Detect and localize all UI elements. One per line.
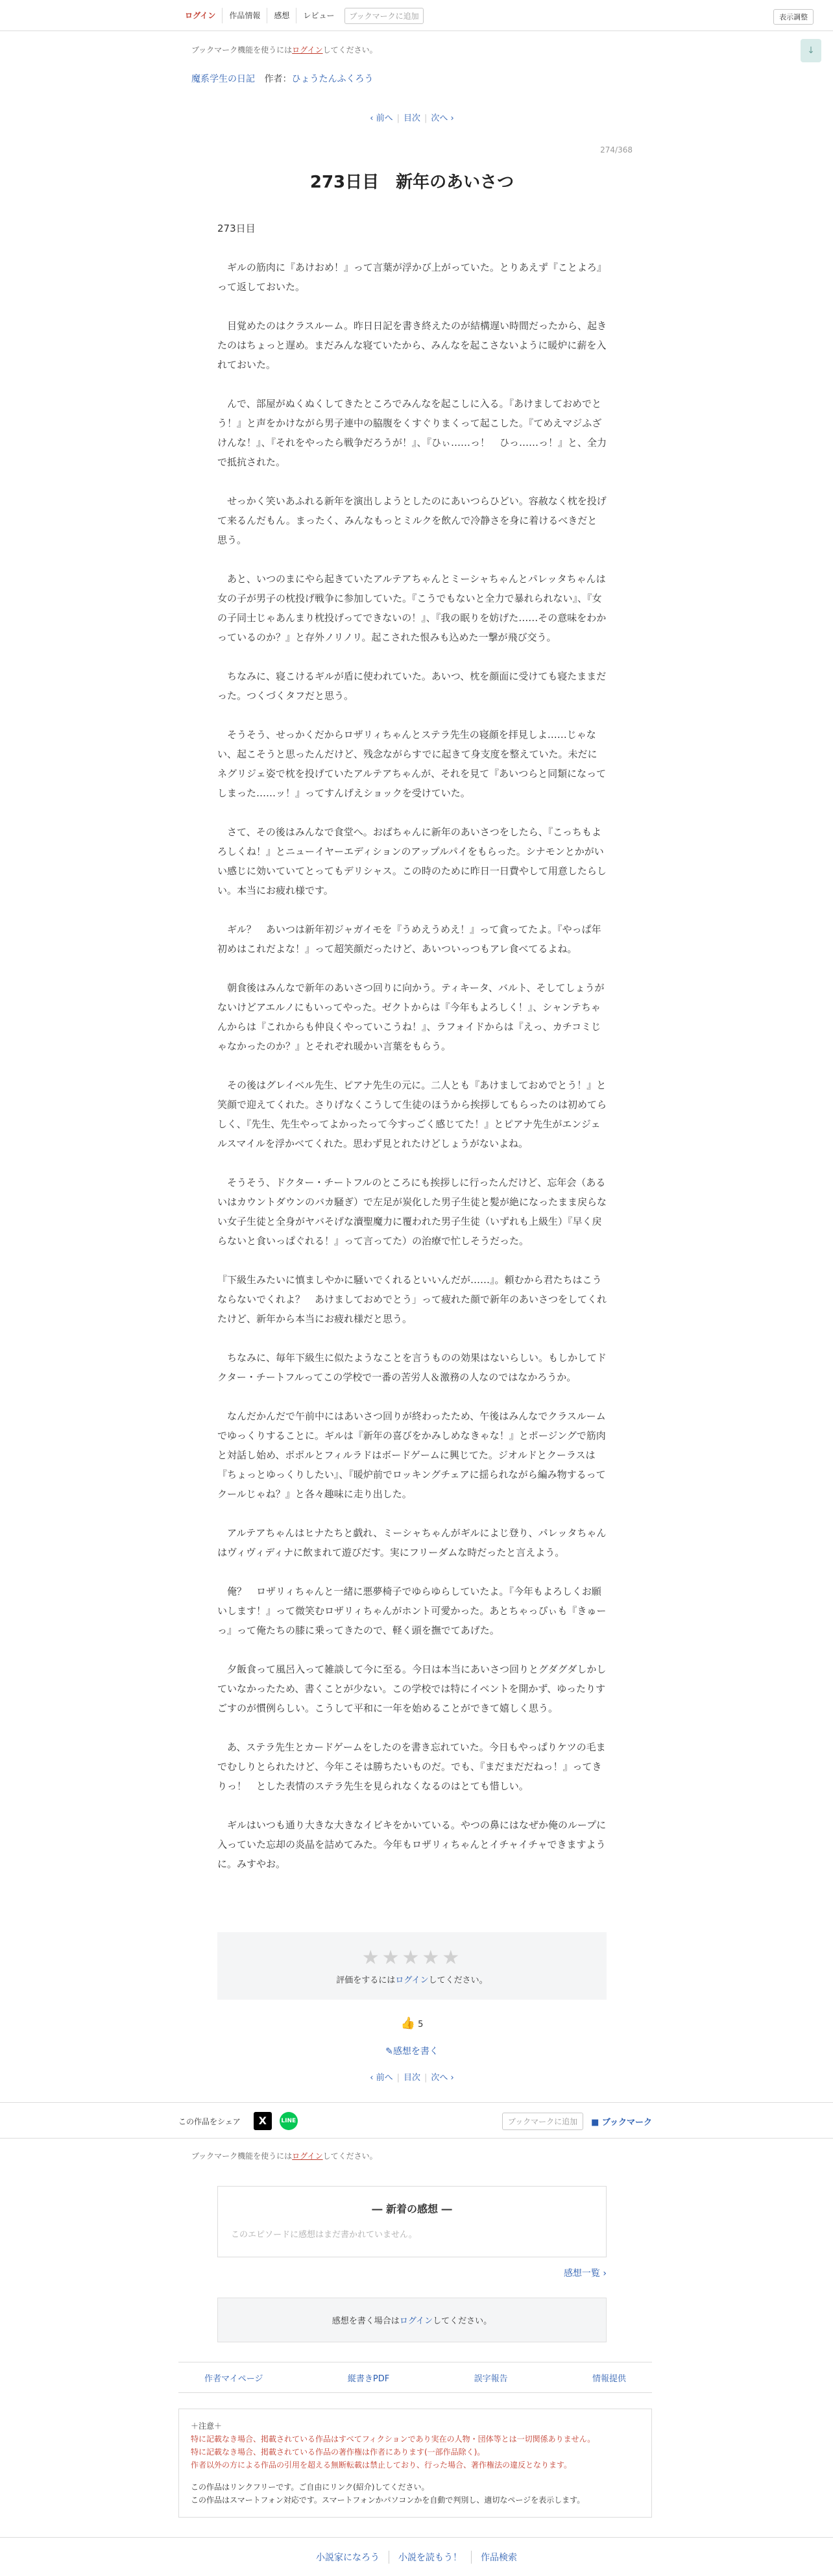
notice-title: ＋注意＋ [191,2422,223,2431]
prev-episode-link-bottom[interactable]: ‹ 前へ [370,2073,393,2083]
episode-paragraph: ちなみに、寝こけるギルが盾に使われていた。あいつ、枕を顔面に受けても寝たままだった。つくづくタフだと思う。 [217,670,607,702]
bookmark-note-prefix: ブックマーク機能を使うには [191,2152,293,2161]
episode-paragraph: さて、その後はみんなで食堂へ。おばちゃんに新年のあいさつをしたら、『こっちもよろしくね！』とニューイヤーエディションのアップルパイをもらった。シナモンとかがいい感じに効いていてとってもデリシャス。この時のために昨日一日費やして用意したらしい。本当にお疲れ様です。 [217,826,607,896]
new-reviews-box [217,2186,607,2257]
notice-box [178,2409,652,2518]
nav-review-link[interactable]: レビュー [303,11,335,20]
notice-line: この作品はスマートフォン対応です。スマートフォンかパソコンかを自動で判別し、適切なページを表示します。 [191,2496,585,2505]
add-bookmark-button[interactable]: ブックマークに追加 [344,8,423,24]
bookmark-login-note [191,44,633,55]
footer-syosetu-link[interactable]: 小説家になろう [307,2551,389,2564]
episode-paragraph: 俺？ ロザリィちゃんと一緒に悪夢椅子でゆらゆらしていたよ。『今年もよろしくお願いします！』って微笑むロザリィちゃんがホント可愛かった。あとちゃっぴぃも『きゅーっ』って俺たちの膝に乗ってきたので、軽く頭を撫でてあげた。 [217,1586,607,1636]
episode-paragraph: あと、いつのまにやら起きていたアルテアちゃんとミーシャちゃんとパレッタちゃんは女の子が男子の枕投げ戦争に参加していた。『こうでもないと全力で暴れられない』、『女の子同士じゃあんまり枕投げってできないの！』、『我の眠りを妨げた……その意味をわかっているのか？』と存外ノリノリ。起こされた恨みも込めた一撃が飛び交う。 [217,573,607,643]
login-box-suffix: してください。 [433,2316,492,2326]
episode-paragraph: なんだかんだで午前中にはあいさつ回りが終わったため、午後はみんなでクラスルームでゆっくりすることに。ギルは『新年の喜びをかみしめなきゃな！』とポージングで筋肉と対話し始め、ポポルとフィルラドはボードゲームに興じてた。ジオルドとクーラスは『ちょっとゆっくりしたい』、『暖炉前でロッキングチェアに揺られながら編み物するってクールじゃね？』と各々趣味に走り出した。 [217,1410,606,1500]
share-bar [0,2102,833,2139]
rating-box [217,1932,607,2000]
episode-title: 273日目 新年のあいさつ [309,173,514,192]
info-submit-link[interactable]: 情報提供 [592,2374,626,2384]
nav-impressions-link[interactable]: 感想 [267,8,296,23]
rating-note-prefix: 評価をするには [336,1976,396,1985]
bookmark-login-link-bottom[interactable]: ログイン [292,2152,323,2161]
write-review-link[interactable]: ✎感想を書く [385,2046,439,2057]
review-login-box [217,2298,607,2342]
bookmark-login-note-bottom [191,2150,833,2161]
line-share-icon[interactable]: LINE [280,2112,298,2130]
notice-red-line: 特に記載なき場合、掲載されている作品はすべてフィクションであり実在の人物・団体等とは一切関係ありません。 [191,2435,596,2444]
episode-paragraph: ギルの筋肉に『あけおめ！』って言葉が浮かび上がっていた。とりあえず『ことよろ』って返しておいた。 [217,262,607,293]
notice-red-line: 作者以外の方による作品の引用を超える無断転載は禁止しており、行った場合、著作権法の違反となります。 [191,2460,572,2470]
next-episode-link[interactable]: 次へ › [431,114,454,123]
rating-note-suffix: してください。 [428,1976,488,1985]
top-pager [191,111,633,123]
like-count: 5 [418,2020,424,2030]
author-link[interactable]: ひょうたんふくろう [291,74,374,84]
bookmark-link[interactable]: ■ ブックマーク [591,2117,652,2128]
vertical-pdf-link[interactable]: 縦書きPDF [347,2374,390,2384]
x-share-icon[interactable]: X [254,2112,272,2130]
episode-paragraph: ちなみに、毎年下級生に似たようなことを言うものの効果はないらしい。もしかしてドクター・チートフルってこの学校で一番の苦労人＆激務の人なのではなかろうか。 [217,1352,607,1383]
toc-link-bottom[interactable]: 目次 [403,2073,420,2083]
site-footer [0,2537,833,2576]
series-info [191,72,633,85]
rating-stars-icon[interactable]: ★★★★★ [361,1946,463,1969]
bookmark-note-prefix: ブックマーク機能を使うには [191,45,293,55]
nav-work-info-link[interactable]: 作品情報 [223,8,267,23]
episode-page-count: 274/368 [600,145,633,154]
typo-report-link[interactable]: 誤字報告 [474,2374,508,2384]
display-settings-button[interactable]: 表示調整 [773,9,814,25]
pager-separator: | [424,2073,428,2083]
rating-login-link[interactable]: ログイン [395,1976,429,1985]
episode-paragraph: アルテアちゃんはヒナたちと戯れ、ミーシャちゃんがギルによじ登り、パレッタちゃんはヴィヴィディナに飲まれて遊びだす。実にフリーダムな時だったと言えよう。 [217,1527,607,1558]
top-nav-inner [178,0,652,31]
thumbs-up-icon[interactable]: 👍 [400,2017,415,2030]
pager-separator: | [396,114,400,123]
rating-login-note [217,1973,607,1985]
new-reviews-heading: ― 新着の感想 ― [372,2203,452,2215]
next-episode-link-bottom[interactable]: 次へ › [431,2073,454,2083]
episode-body [217,219,607,1874]
episode-paragraph: あ、ステラ先生とカードゲームをしたのを書き忘れていた。今日もやっぱりケツの毛までむしりとられたけど、今年こそは勝ちたいものだ。でも、『まだまだだねっ！』ってきりっ！ とした表情のステラ先生を見られなくなるのはとても惜しい。 [217,1741,606,1792]
prev-episode-link[interactable]: ‹ 前へ [370,114,393,123]
episode-paragraph: そうそう、せっかくだからロザリィちゃんとステラ先生の寝顔を拝見しよ……じゃない、起こそうと思ったんだけど、残念ながらすでに起きて身支度を整えていた。未だにネグリジェ姿で枕を投げていたアルテアちゃんが、それを見て『あいつらと同類になってしまった……ッ！』ってすんげえショックを受けていた。 [217,729,607,799]
like-counter[interactable] [191,2017,633,2030]
no-reviews-message: このエピソードに感想はまだ書かれていません。 [231,2230,417,2240]
episode-paragraph: ギルはいつも通り大きな大きなイビキをかいている。やつの鼻にはなぜか俺のループに入っていた忘却の炎晶を詰めてみた。今年もロザリィちゃんとイチャイチャできますように。みすやお。 [217,1819,607,1870]
login-box-prefix: 感想を書く場合は [332,2316,400,2326]
episode-paragraph: そうそう、ドクター・チートフルのところにも挨拶しに行ったんだけど、忘年会（あるいはカウントダウンのバカ騒ぎ）で左足が炭化した男子生徒と髪が絶になったまま戻らない女子生徒と全身がヤバそげな瀆聖魔力に覆われた男子生徒（いずれも上級生）『早く戻らないと食いっぱぐれる！』って言ってた）の治療で忙しそうだった。 [217,1177,607,1247]
notice-red-line: 特に記載なき場合、掲載されている作品の著作権は作者にあります(一部作品除く)。 [191,2447,485,2457]
review-login-link[interactable]: ログイン [399,2316,433,2326]
bookmark-link-label: ブックマーク [601,2117,652,2128]
episode-paragraph: 『下級生みたいに慎ましやかに騒いでくれるといいんだが……』。頼むから君たちはこうならないでくれよ？ あけましておめでとう」って疲れた顔で新年のあいさつをしてくれたけど、新年から本当にお疲れ様だと思う。 [217,1274,607,1325]
nav-login-link[interactable]: ログイン [178,8,223,23]
bottom-pager [191,2070,633,2083]
footer-yomou-link[interactable]: 小説を読もう！ [389,2551,472,2564]
episode-subtitle: 273日目 [217,223,256,234]
share-bookmark-area [502,2113,652,2130]
episode-paragraph: その後はグレイベル先生、ピアナ先生の元に。二人とも『あけましておめでとう！』と笑顔で迎えてくれた。さりげなくこうして生徒のほうから挨拶してもらったのは初めてらしく、『先生、先生やってよかったって今すっごく感じてた！』とピアナ先生がエンジェルスマイルを浮かべてくれた。思わず見とれたけどしょうがないよね。 [217,1079,607,1149]
author-mypage-link[interactable]: 作者マイページ [204,2374,263,2384]
review-list-row [217,2266,607,2279]
episode-paragraph: せっかく笑いあふれる新年を演出しようとしたのにあいつらひどい。容赦なく枕を投げて来るんだもん。まったく、みんなもっとミルクを飲んで冷静さを身に着けるべきだと思う。 [217,495,607,546]
episode-paragraph: ギル？ あいつは新年初ジャガイモを『うめえうめえ！』って貪ってたよ。『やっぱ年初めはこれだよな！』って超笑顔だったけど、あいついっつもアレ食べてるよね。 [217,924,601,955]
bookmark-note-suffix: してください。 [322,2152,378,2161]
work-links-row [178,2362,652,2393]
episode-paragraph: んで、部屋がぬくぬくしてきたところでみんなを起こしに入る。『あけましておめでとう！』と声をかけながら男子連中の脇腹をくすぐりまくって起こした。『てめえマジふざけんな！』、『それをやったら戦争だろうが！』、『ひぃ……っ！ ひっ……っ！』と、全力で抵抗された。 [217,398,607,468]
content-container [191,44,633,2083]
add-bookmark-button-bottom[interactable]: ブックマークに追加 [502,2113,583,2130]
episode-paragraph: 目覚めたのはクラスルーム。昨日日記を書き終えたのが結構遅い時間だったから、起きたのはちょっと遅め。まだみんな寝ていたから、みんなを起こさないように暖炉に薪を入れておいた。 [217,320,607,371]
notice-line: この作品はリンクフリーです。ご自由にリンク(紹介)してください。 [191,2483,429,2492]
episode-paragraph: 夕飯食って風呂入って雑談して今に至る。今日は本当にあいさつ回りとグダグダしかしていなかったため、書くことが少ない。この学校では特にイベントを開かず、ゆったりすごすのが慣例らしい。こうして平和に一年を始めることができて嬉しく思う。 [217,1663,607,1714]
write-review [191,2044,633,2057]
scroll-down-icon[interactable]: ↓ [801,39,821,62]
review-list-link[interactable]: 感想一覧 › [563,2268,607,2279]
series-title-link[interactable]: 魔系学生の日記 [191,74,255,84]
footer-search-link[interactable]: 作品検索 [481,2552,517,2563]
share-label: この作品をシェア [178,2116,241,2126]
top-navigation-bar [0,0,833,31]
bookmark-login-link[interactable]: ログイン [292,45,323,55]
bookmark-note-suffix: してください。 [322,45,378,55]
episode-paragraph: 朝食後はみんなで新年のあいさつ回りに向かう。ティキータ、バルト、そしてしょうがないけどアエルノにもいってやった。ゼクトからは『今年もよろしく！』、シャンテちゃんからは『これからも仲良くやっていこうね！』、ラフォイドからは『えっ、カチコミじゃなかったのか？』とそれぞれ暖かい言葉をもらう。 [217,982,605,1052]
pager-separator: | [396,2073,400,2083]
pager-separator: | [424,114,428,123]
author-label: 作者： [264,74,292,84]
toc-link[interactable]: 目次 [403,114,420,123]
share-inner [178,2103,652,2139]
